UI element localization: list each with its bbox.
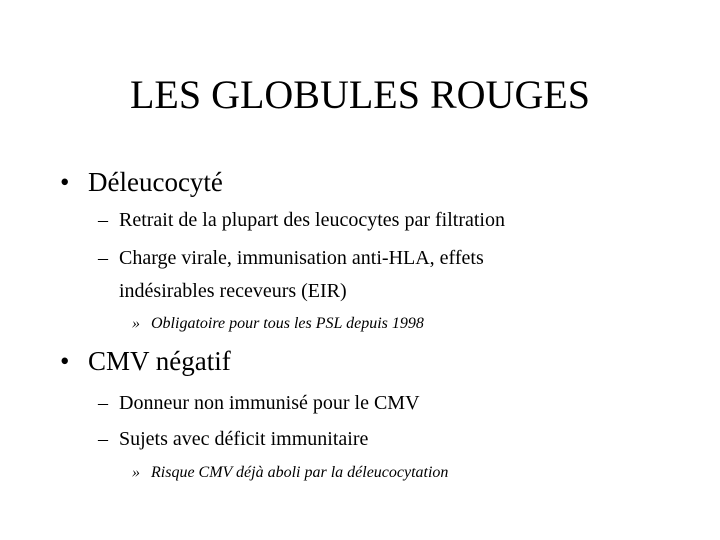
guillemet-marker: » [132, 315, 140, 332]
dash-marker: – [98, 247, 108, 269]
sub-item-text: indésirables receveurs (EIR) [119, 280, 347, 302]
bullet-text: Déleucocyté [88, 167, 223, 197]
bullet-marker: • [60, 167, 70, 197]
slide-title: LES GLOBULES ROUGES [129, 72, 591, 117]
dash-marker: – [98, 392, 108, 414]
sub-item-text: Donneur non immunisé pour le CMV [119, 392, 420, 414]
note-text: Obligatoire pour tous les PSL depuis 1998 [151, 315, 424, 332]
sub-item-text: Sujets avec déficit immunitaire [119, 428, 369, 450]
dash-marker: – [98, 428, 108, 450]
dash-marker: – [98, 209, 108, 231]
note-text: Risque CMV déjà aboli par la déleucocytation [151, 464, 449, 481]
bullet-text: CMV négatif [88, 346, 231, 376]
bullet-marker: • [60, 346, 70, 376]
sub-item-text: Charge virale, immunisation anti-HLA, effets [119, 247, 484, 269]
sub-item-text: Retrait de la plupart des leucocytes par filtration [119, 209, 505, 231]
guillemet-marker: » [132, 464, 140, 481]
